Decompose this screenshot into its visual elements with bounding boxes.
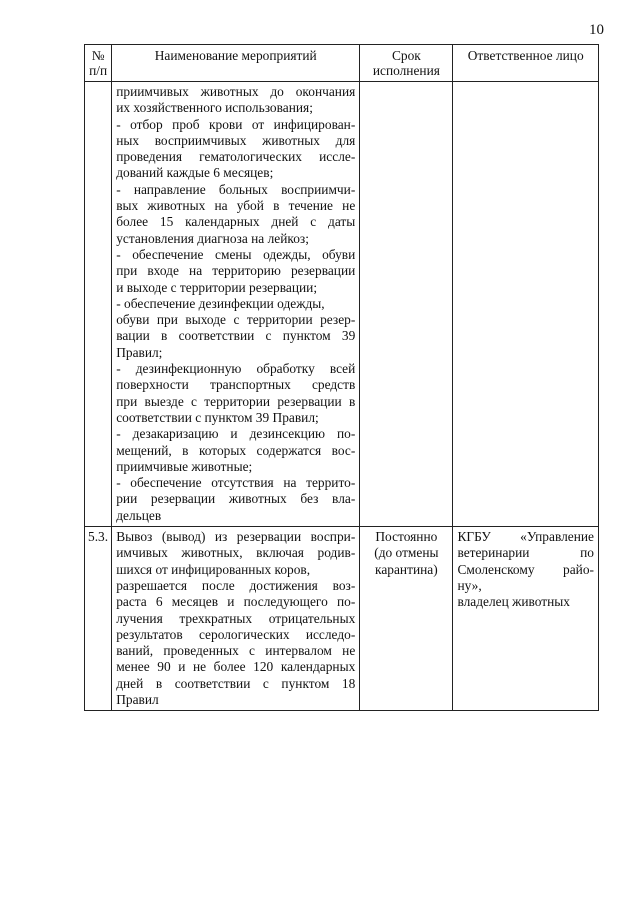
cell-measure [112,527,360,711]
text-line: разрешается после достижения воз- [116,577,356,593]
text-line: мещений, в которых содержатся вос- [116,442,356,458]
page-number: 10 [589,22,604,38]
text-line: при выезде с территории резервации в [116,393,356,409]
text-line: вации в соответствии с пунктом 39 [116,328,356,344]
text-line: дельцев [116,507,162,523]
text-line: приимчивых животных до окончания [116,84,356,99]
text-line: карантина) [375,561,438,577]
text-line: - дезакаризацию и дезинсекцию по- [116,426,356,442]
header-responsible: Ответственное лицо [453,45,599,82]
text-line: КГБУ «Управление [457,529,594,545]
table-header-row [85,45,599,82]
text-line: - обеспечение дезинфекции одежды, [116,295,325,311]
text-line: имчивых животных, включая родив- [116,545,356,561]
text-line: (до отмены [374,545,439,561]
text-line: - отбор проб крови от инфицирован- [116,116,356,132]
text-line: менее 90 и не более 120 календарных [116,659,356,675]
text-line: лучения трехкратных отрицательных [116,610,356,626]
cell-num: 5.3. [85,527,112,711]
text-line: и выходе с территории резервации; [116,279,318,295]
cell-responsible [453,527,599,711]
text-line: вых животных на убой в течение не [116,198,356,214]
text-line: шихся от инфицированных коров, [116,561,311,577]
header-term: Срок исполнения [360,45,453,82]
text-line: установления диагноза на лейкоз; [116,230,309,246]
cell-responsible [453,82,599,527]
header-name: Наименование мероприятий [112,45,360,82]
text-line: раста 6 месяцев и последующего по- [116,594,356,610]
cell-term [360,82,453,527]
text-line: ваний, проведенных с интервалом не [116,643,356,659]
cell-term [360,527,453,711]
text-line: - дезинфекционную обработку всей [116,361,356,377]
text-line: поверхности транспортных средств [116,377,356,393]
text-line: ну», [457,577,482,593]
text-line: соответствии с пунктом 39 Правил; [116,409,319,425]
text-line: дований каждые 6 месяцев; [116,165,274,181]
text-line: - обеспечение отсутствия на террито- [116,475,356,491]
text-line: дней в соответствии с пунктом 18 [116,675,356,691]
text-line: владелец животных [457,594,570,610]
text-line: Смоленскому райо- [457,561,594,577]
text-line: Правил; [116,344,163,360]
text-line: Постоянно [375,529,438,545]
text-line: их хозяйственного использования; [116,100,313,116]
text-line: Вывоз (вывод) из резервации воспри- [116,529,356,545]
table-row [85,527,599,711]
text-line: при входе на территорию резервации [116,263,356,279]
cell-num [85,82,112,527]
text-line: проведения гематологических иссле- [116,149,356,165]
cell-measure [112,82,360,527]
table-row [85,82,599,527]
text-line: - направление больных восприимчи- [116,181,356,197]
text-line: Правил [116,691,159,707]
text-line: ных восприимчивых животных для [116,132,356,148]
header-num: № п/п [85,45,112,82]
text-line: рии резервации животных без вла- [116,491,356,507]
text-line: обуви при выходе с территории резер- [116,312,356,328]
measures-table [84,44,599,711]
text-line: - обеспечение смены одежды, обуви [116,246,356,262]
text-line: приимчивые животные; [116,458,253,474]
text-line: результатов серологических исследо- [116,626,356,642]
text-line: ветеринарии по [457,545,594,561]
text-line: более 15 календарных дней с даты [116,214,356,230]
